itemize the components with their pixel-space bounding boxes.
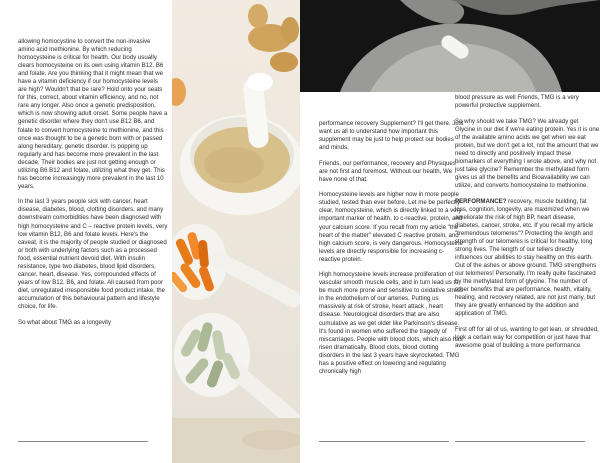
- performance-paragraph: [455, 198, 600, 319]
- right-text-column: [455, 94, 600, 357]
- paragraph: allowing homocystine to convert the non-invasive amino acid methionine. By which reducing homocysteine is critical for health. Our body usually clears homocysteine on its own using vitamin B12, B6 and folate. Are you thinking that it might mean that we have a vitamin deficiency if our homocysteine levels are high? Wouldn't that be rare? Hold onto your seats for this, correct, about vitamin efficiency, and no, not rare any longer. Also once a genetic predisposition, which is now showing adult onset. Some people have a genetic disorder where they don't use B12 B6, and folate to convert homocysteine to methionine, and this once was thought to be a genetic born with or passed along hereditary, genetic disorder. Is popping up regularly and has become more prevalent in the last decade. Their bodies are just not getting enough or utilizing B6 B12 and folate, utilizing what they get. This has become increasingly more prevalent in the last 10 years.: [18, 38, 168, 190]
- performance-body: recovery, muscle building, fat loss, cognition, longevity, are maximized when we ameliorate the risk of high BP, heart disease, diabetes, cancer, stroke, etc. If you recall my article "tremendous telomeres"? Protecting the length and strength of our telomeres is critical for healthy, long strong lives. The length of our tellers directly influences our abilities to stay healthy on this earth. Out of the ashes or above ground. TMG strengthens our telomeres! Personally, I'm really quite fascinated by the methylated form of glycine. The number of other benefits that are performance, health, vitality, healing, and recovery related, are not just many, but they are greatly enhanced by the addition and application of TMG.: [455, 197, 597, 318]
- paragraph: First off for all of us, wanting to get lean, or shredded, look a certain way for competition or just have that awesome goal of building a more performance: [455, 325, 599, 349]
- hand-with-pill-photo: [300, 0, 600, 92]
- hand-photo-illustration: [300, 0, 600, 92]
- paragraph: High homocysteine levels increase proliferation of vascular smooth muscle cells, and in turn lead us to be much more prone and sensitive to oxidative stress in the endothelium of our arteries. Putting us massively at risk of stroke, heart attack , heart disease. Neurological disorders that are also cumulative as we get older like Parkinson's disease. It's found in women who suffered the tragedy of miscarriages. People with blood clots, which also has risen dramatically. Blood clots, blood clotting disorders in the last 3 years have skyrocketed. TMG has a positive effect on lowering and regulating chronically high: [319, 271, 463, 375]
- paragraph: So what about TMG as a longevity: [18, 318, 112, 326]
- left-text-column: [18, 38, 168, 334]
- column-rule: [18, 441, 148, 442]
- paragraph: So why should we take TMG? We already get Glycine in our diet if we're eating protein. Yes it is one of the available amino acids we get when we eat protein, but we don't get a lot, not the amount that we need to directly and positively impact these biomarkers of everything I wrote above, and why not just take glycine? Remember the methylated form gives us all the benefits and Bioavailability we can utilize, and converts homocysteine to methionine.: [455, 117, 600, 189]
- paragraph: Homocysteine levels are higher now in more people studied, tested than ever before. Let me be perfectly clear, homocysteine, which is directly linked to a very important marker of health, to c-reactive, protein, and your calcium score. If you recall from my article "the heart of the matter" elevated C reactive protein, and high calcium score, is very dangerous. Homocysteine levels are directly responsible for increasing c-reactive protein.: [319, 191, 463, 263]
- ginger-root: [248, 4, 299, 72]
- column-rule: [319, 441, 449, 442]
- supplement-photo-illustration: [172, 0, 300, 463]
- paragraph: blood pressure as well Friends, TMG is a very powerful protective supplement.: [455, 94, 579, 110]
- column-rule: [455, 441, 585, 442]
- middle-text-column: [319, 120, 464, 383]
- supplement-photo: [172, 0, 300, 463]
- mortar-bowl: [180, 115, 300, 215]
- paragraph: Friends, our performance, recovery and Physiques are not first and foremost. Without our health, We have none of that.: [319, 159, 456, 183]
- performance-lead: PERFORMANCE?: [455, 197, 507, 205]
- paragraph: In the last 3 years people sick with cancer, heart disease, diabetes, blood, clotting disorders, and many downstream comorbidities have been diagnosed with high homocysteine and C – reactive protein levels, very low vitamin B12, B6 and folate levels. Here's the caveat, it is the majority of people studied or diagnosed or both with underlying factors such as a processed food, essential nutrient devoid diet. With insulin resistance, type two diabetes, blood lipid disorders, cancer, heart, disease. Yes, compounded effects of years of low B12, B6, and folate. All caused from poor diet, unregulated irresponsible food product intake, the accumulation of this behavioural pattern and lifestyle choice, for life.: [18, 198, 168, 310]
- paragraph: performance recovery Supplement? I'll get there. Just want us all to understand how important this supplement may be just to help protect our bodies and minds.: [319, 120, 464, 152]
- capsule-spoon: [172, 224, 300, 310]
- green-capsule-spoon: [174, 313, 300, 432]
